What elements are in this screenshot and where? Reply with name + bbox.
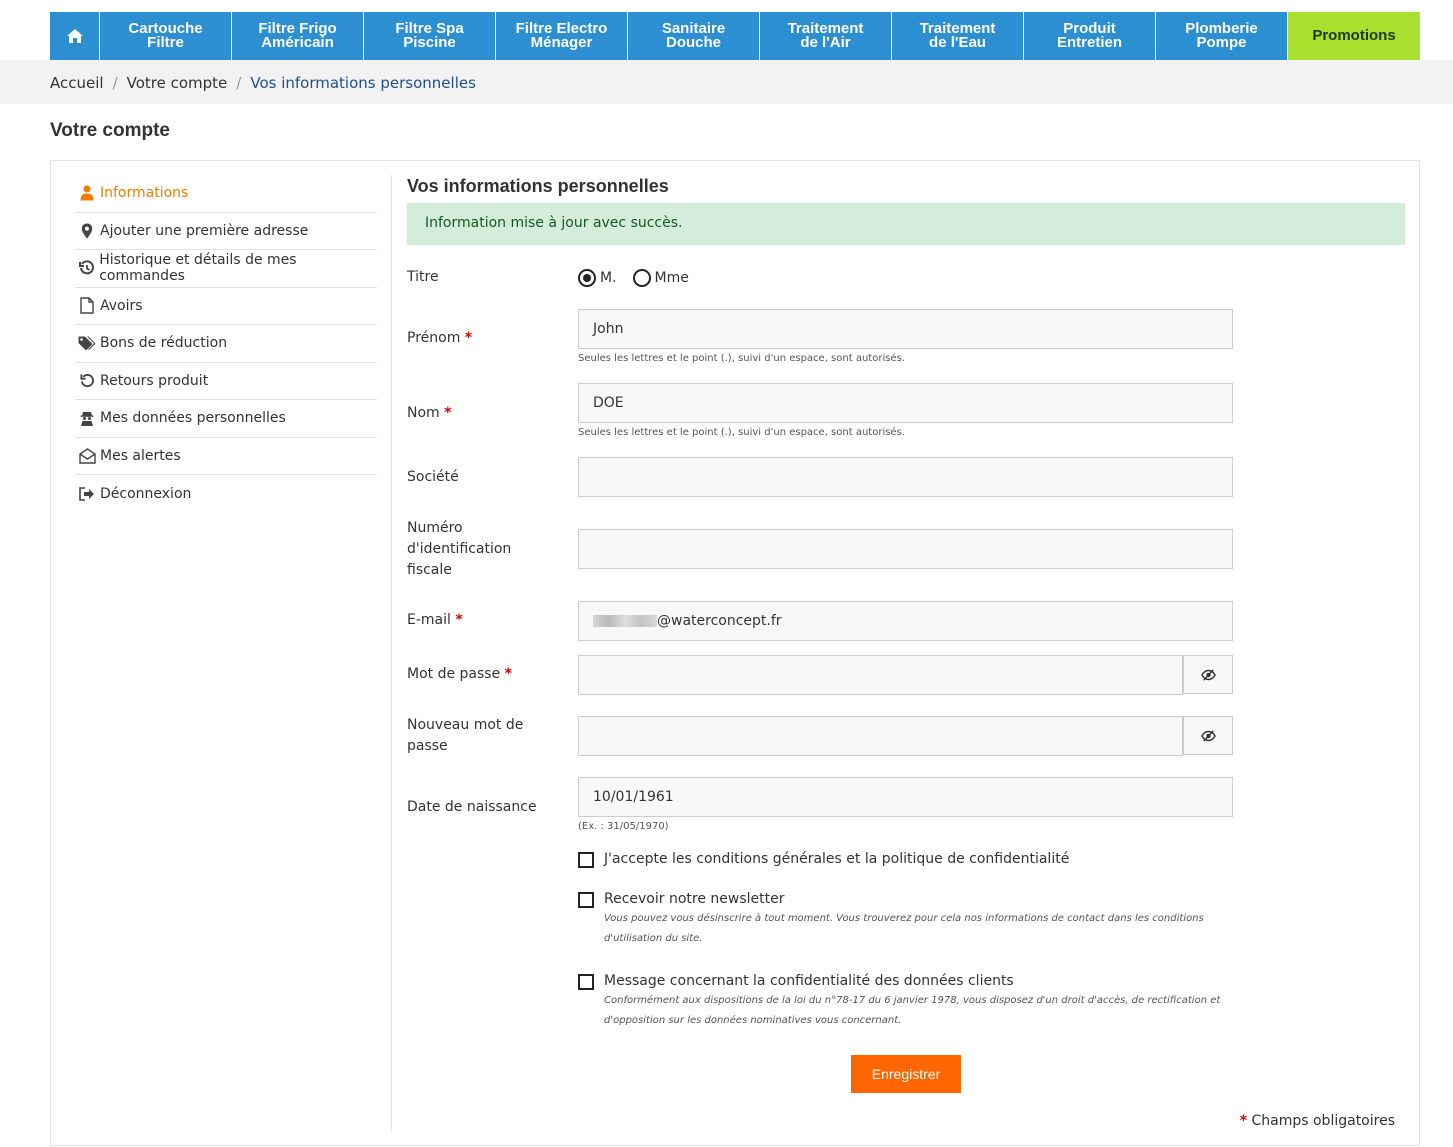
sidebar-item-alertes[interactable] <box>75 438 377 476</box>
required-marker: * <box>504 666 512 682</box>
sidebar-item-label: Retours produit <box>100 372 209 389</box>
sidebar-item-label: Avoirs <box>100 297 143 314</box>
nav-item-produit-entretien[interactable]: Produit Entretien <box>1024 12 1156 60</box>
privacy-checkbox-row <box>578 973 1224 1031</box>
breadcrumb-home[interactable]: Accueil <box>50 74 104 92</box>
required-marker: * <box>444 405 452 421</box>
sidebar-item-informations[interactable] <box>75 175 377 213</box>
privacy-checkbox[interactable] <box>578 974 594 990</box>
prenom-hint: Seules les lettres et le point (.), suivi d'un espace, sont autorisés. <box>578 353 905 364</box>
societe-label: Société <box>407 469 459 485</box>
breadcrumb-separator: / <box>236 74 242 92</box>
birthday-hint: (Ex. : 31/05/1970) <box>578 821 669 832</box>
column-divider <box>391 175 392 1131</box>
privacy-label: Message concernant la confidentialité des données clients <box>604 973 1014 989</box>
societe-input[interactable] <box>578 457 1233 497</box>
required-marker: * <box>455 612 463 628</box>
home-icon <box>66 28 84 44</box>
cgv-label: J'accepte les conditions générales et la politique de confidentialité <box>604 851 1070 867</box>
user-icon <box>75 185 99 201</box>
new-password-input[interactable] <box>578 716 1183 756</box>
home-button[interactable] <box>50 12 100 60</box>
sidebar-item-historique[interactable] <box>75 250 377 288</box>
sidebar-item-deconnexion[interactable] <box>75 475 377 513</box>
save-button[interactable]: Enregistrer <box>851 1055 961 1093</box>
nav-item-filtre-electro[interactable]: Filtre Electro Ménager <box>496 12 628 60</box>
newsletter-label: Recevoir notre newsletter <box>604 891 785 907</box>
undo-icon <box>75 373 99 388</box>
tags-icon <box>75 336 99 351</box>
sidebar-item-bons-reduction[interactable] <box>75 325 377 363</box>
sidebar-item-label: Mes données personnelles <box>100 410 286 427</box>
tva-input[interactable] <box>578 529 1233 569</box>
cgv-checkbox[interactable] <box>578 852 594 868</box>
titre-option-m: M. <box>600 270 617 286</box>
nom-label: Nom * <box>407 405 452 421</box>
nav-item-traitement-air[interactable]: Traitement de l'Air <box>760 12 892 60</box>
breadcrumb-bar <box>0 60 1453 104</box>
email-label: E-mail * <box>407 612 463 628</box>
form-title: Vos informations personnelles <box>407 176 669 196</box>
breadcrumb <box>50 74 476 92</box>
sidebar-item-label: Historique et détails de mes commandes <box>99 252 297 285</box>
sidebar-item-label: Déconnexion <box>100 485 192 502</box>
password-input[interactable] <box>578 655 1183 695</box>
envelope-open-icon <box>75 448 99 464</box>
newsletter-checkbox[interactable] <box>578 892 594 908</box>
nom-input[interactable]: DOE <box>578 383 1233 423</box>
birthday-input[interactable]: 10/01/1961 <box>578 777 1233 817</box>
success-alert: Information mise à jour avec succès. <box>407 203 1405 245</box>
account-sidebar <box>75 175 377 513</box>
password-label: Mot de passe * <box>407 666 512 682</box>
nav-item-filtre-spa[interactable]: Filtre Spa Piscine <box>364 12 496 60</box>
breadcrumb-account[interactable]: Votre compte <box>126 74 228 92</box>
main-nav <box>50 12 1420 60</box>
sidebar-item-label: Mes alertes <box>100 447 181 464</box>
sidebar-item-donnees[interactable] <box>75 400 377 438</box>
titre-radio-m[interactable] <box>578 269 596 287</box>
prenom-input[interactable]: John <box>578 309 1233 349</box>
nav-item-cartouche-filtre[interactable]: Cartouche Filtre <box>100 12 232 60</box>
birthday-label: Date de naissance <box>407 799 537 815</box>
file-icon <box>75 297 99 314</box>
eye-slash-icon <box>1201 730 1216 742</box>
history-icon <box>75 260 98 276</box>
sidebar-item-adresse[interactable] <box>75 213 377 251</box>
cgv-checkbox-row <box>578 851 1224 868</box>
map-pin-icon <box>75 223 99 239</box>
titre-label: Titre <box>407 269 439 285</box>
titre-radio-mme[interactable] <box>633 269 651 287</box>
new-password-label: Nouveau mot de passe <box>407 717 524 754</box>
sidebar-item-label: Bons de réduction <box>100 335 228 352</box>
titre-option-mme: Mme <box>654 270 689 286</box>
newsletter-checkbox-row <box>578 891 1224 949</box>
sidebar-item-retours[interactable] <box>75 363 377 401</box>
required-marker: * <box>464 330 473 346</box>
titre-radio-group <box>578 269 689 287</box>
sidebar-item-label: Informations <box>100 185 189 202</box>
page-title: Votre compte <box>50 120 171 141</box>
required-fields-note: * Champs obligatoires <box>1239 1113 1395 1129</box>
email-blurred-part <box>593 615 657 627</box>
sidebar-item-label: Ajouter une première adresse <box>100 222 309 239</box>
newsletter-description: Vous pouvez vous désinscrire à tout moment. Vous trouverez pour cela nos informations de contact dans les conditions d'utilisation du site. <box>604 913 1204 944</box>
user-secret-icon <box>75 410 99 426</box>
prenom-label: Prénom * <box>407 330 473 346</box>
nav-item-promotions[interactable]: Promotions <box>1288 12 1420 60</box>
tva-label: Numéro d'identification fiscale <box>407 520 512 578</box>
nav-item-filtre-frigo[interactable]: Filtre Frigo Américain <box>232 12 364 60</box>
nom-hint: Seules les lettres et le point (.), suivi d'un espace, sont autorisés. <box>578 427 905 438</box>
breadcrumb-separator: / <box>112 74 118 92</box>
sign-out-icon <box>75 487 99 501</box>
privacy-description: Conformément aux dispositions de la loi du n°78-17 du 6 janvier 1978, vous disposez d'un droit d'accès, de rectification et d'opposition sur les données nominatives vous concernant. <box>604 995 1221 1026</box>
account-panel <box>50 160 1420 1146</box>
new-password-toggle-button[interactable] <box>1183 716 1233 755</box>
nav-item-traitement-eau[interactable]: Traitement de l'Eau <box>892 12 1024 60</box>
nav-item-sanitaire[interactable]: Sanitaire Douche <box>628 12 760 60</box>
eye-slash-icon <box>1201 669 1216 681</box>
sidebar-item-avoirs[interactable] <box>75 288 377 326</box>
breadcrumb-current[interactable]: Vos informations personnelles <box>250 74 476 92</box>
nav-item-plomberie[interactable]: Plomberie Pompe <box>1156 12 1288 60</box>
password-toggle-button[interactable] <box>1183 655 1233 694</box>
email-input[interactable]: @waterconcept.fr <box>578 601 1233 641</box>
